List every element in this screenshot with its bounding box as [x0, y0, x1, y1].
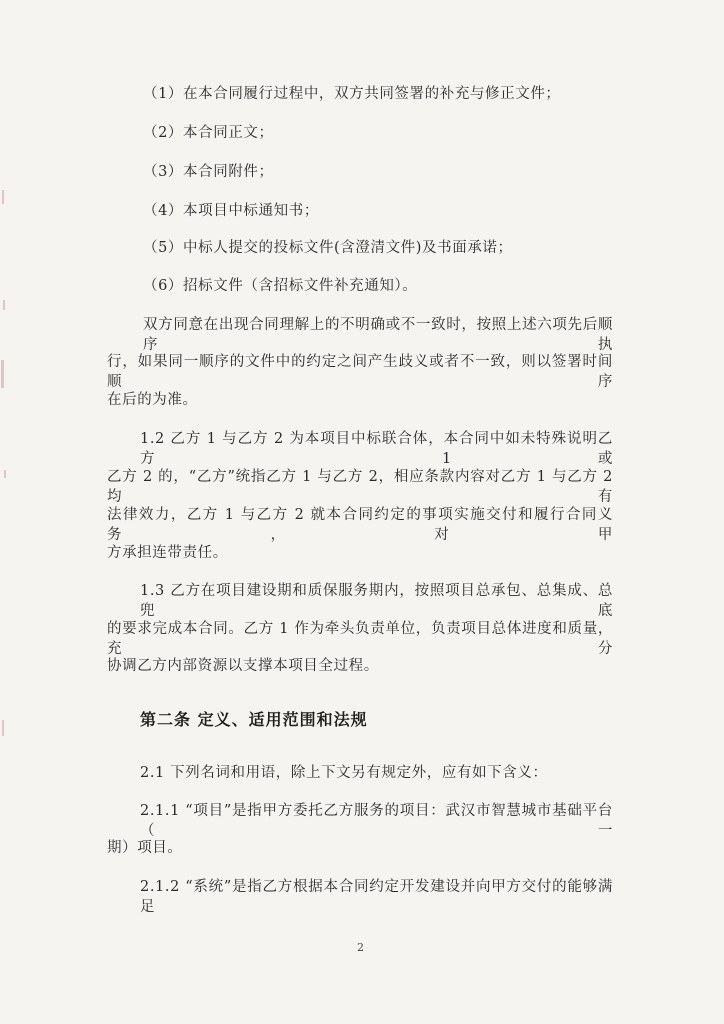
clause-line: 1.2 乙方 1 与乙方 2 为本项目中标联合体，本合同中如未特殊说明乙方 1 或 — [140, 431, 613, 467]
list-item: （2）本合同正文； — [143, 125, 274, 141]
clause-line: 2.1.1 “项目”是指甲方委托乙方服务的项目：武汉市智慧城市基础平台（一 — [140, 803, 613, 839]
clause-line: 法律效力，乙方 1 与乙方 2 就本合同约定的事项实施交付和履行合同义务，对甲 — [107, 507, 613, 543]
clause-line: 2.1.2 “系统”是指乙方根据本合同约定开发建设并向甲方交付的能够满足 — [140, 879, 613, 915]
paragraph-line: 双方同意在出现合同理解上的不明确或不一致时，按照上述六项先后顺序执 — [143, 317, 613, 353]
clause-line: 方承担连带责任。 — [107, 545, 228, 561]
clause-line: 期）项目。 — [107, 840, 183, 856]
list-item: （4）本项目中标通知书； — [143, 203, 319, 219]
page-number: 2 — [357, 941, 364, 954]
clause-line: 协调乙方内部资源以支撑本项目全过程。 — [107, 658, 379, 674]
clause-line: 乙方 2 的，“乙方”统指乙方 1 与乙方 2，相应条款内容对乙方 1 与乙方 2 均有 — [107, 469, 613, 505]
paragraph-line: 在后的为准。 — [107, 392, 198, 408]
list-item: （3）本合同附件； — [143, 164, 274, 180]
scan-mark — [2, 190, 4, 204]
clause-line: 1.3 乙方在项目建设期和质保服务期内，按照项目总承包、总集成、总兜底 — [140, 583, 613, 619]
scan-mark — [3, 300, 5, 310]
scan-mark — [2, 720, 4, 736]
list-item: （6）招标文件（含招标文件补充通知）。 — [143, 278, 418, 294]
paragraph-line: 行，如果同一顺序的文件中的约定之间产生歧义或者不一致，则以签署时间顺序 — [107, 354, 613, 390]
scan-mark — [4, 470, 6, 478]
list-item: （5）中标人提交的投标文件(含澄清文件)及书面承诺； — [143, 240, 513, 256]
list-item: （1）在本合同履行过程中，双方共同签署的补充与修正文件； — [143, 86, 561, 102]
scan-mark — [1, 360, 4, 388]
section-heading: 第二条 定义、适用范围和法规 — [140, 710, 368, 729]
clause-line: 2.1 下列名词和用语，除上下文另有规定外，应有如下含义： — [140, 765, 548, 781]
clause-line: 的要求完成本合同。乙方 1 作为牵头负责单位，负责项目总体进度和质量，充分 — [107, 621, 613, 657]
